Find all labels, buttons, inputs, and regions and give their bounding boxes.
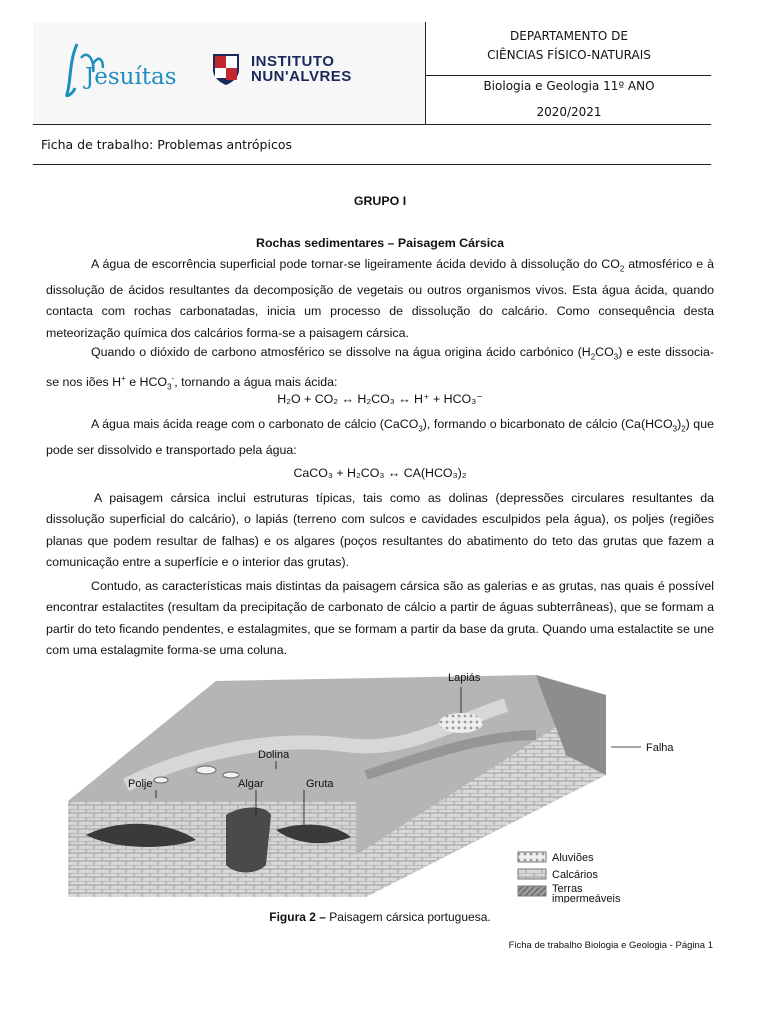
paragraph-3: A água mais ácida reage com o carbonato de cálcio (CaCO$_3$), formando o bicarbonato de cálcio $(Ca(HCO_3)_2)$ que pode ser dissolvido e transportado pela água: xyxy=(46,417,714,457)
department-line1: DEPARTAMENTO DE xyxy=(510,29,628,43)
algar-shaft xyxy=(226,808,271,873)
lapias-area xyxy=(439,713,483,733)
header xyxy=(33,22,711,125)
figure-caption-text: Paisagem cársica portuguesa. xyxy=(325,910,491,924)
paragraph-2: Quando o dióxido de carbono atmosférico se dissolve na água origina ácido carbónico $(H_2CO_3)$ e este dissocia-se nos iões H+ e $HCO_3^-$, tornando a água mais ácida: xyxy=(46,345,715,392)
group-heading: GRUPO I xyxy=(353,194,407,208)
instituto-logo xyxy=(211,52,381,92)
label-gruta: Gruta xyxy=(306,778,334,790)
paragraph-5: Contudo, as características mais distintas da paisagem cársica são as galerias e as grutas, nas quais é possível encontrar estalactites (resultam da precipitação de carbonato de cálcio a partir de águas subterrâneas), que se formam a partir do teto ficando pendentes, e estalagmites, que se formam a partir da base da gruta. Quando uma estalactite se une com uma estalagmite forma-se uma coluna. xyxy=(46,579,714,658)
jesuitas-logo xyxy=(63,34,183,104)
page-footer: Ficha de trabalho Biologia e Geologia - Página 1 xyxy=(508,940,713,951)
legend-terras-2: impermeáveis xyxy=(552,893,621,903)
jesuitas-logo-text: Jesuítas xyxy=(85,64,177,90)
legend-swatch-terras xyxy=(518,886,546,896)
legend-swatch-calcarios xyxy=(518,869,546,879)
label-polje: Polje xyxy=(128,778,153,790)
label-falha: Falha xyxy=(646,742,674,754)
label-lapias: Lapiás xyxy=(448,672,481,684)
header-divider-bottom xyxy=(33,124,711,125)
worksheet-title: Ficha de trabalho: Problemas antrópicos xyxy=(41,137,292,152)
legend-aluvioes: Aluviões xyxy=(552,852,594,864)
header-divider-h1 xyxy=(425,75,711,76)
label-dolina: Dolina xyxy=(258,749,290,761)
legend-calcarios: Calcários xyxy=(552,869,598,881)
figure-caption-label: Figura 2 – xyxy=(269,910,326,924)
shield-icon xyxy=(211,52,241,86)
instituto-logo-line2: NUN'ALVRES xyxy=(251,68,352,85)
label-algar: Algar xyxy=(238,778,264,790)
department-line2: CIÊNCIAS FÍSICO-NATURAIS xyxy=(487,48,651,62)
legend-terras-1: Terras xyxy=(552,883,583,895)
worksheet-title-rule xyxy=(33,164,711,165)
paragraph-4: A paisagem cársica inclui estruturas típicas, tais como as dolinas (depressões circulares resultantes da dissolução superficial do calcário), o lapiás (terreno com sulcos e cavidades esculpidos pela água), os poljes (regiões planas que podem resultar de falhas) e os algares (poços resultantes do abatimento do teto das grutas que fazem a comunicação entre a superfície e o interior das grutas). xyxy=(46,491,714,570)
instituto-logo-line1: INSTITUTO xyxy=(251,53,335,70)
subject-line: Biologia e Geologia 11º ANO xyxy=(483,79,655,93)
legend-swatch-aluvioes xyxy=(518,852,546,862)
karst-block-diagram xyxy=(66,665,706,903)
school-year: 2020/2021 xyxy=(536,105,602,119)
equation-2: CaCO₃ + H₂CO₃ ↔ CA(HCO₃)₂ xyxy=(293,466,467,480)
section-title: Rochas sedimentares – Paisagem Cársica xyxy=(256,236,504,250)
paragraph-1: A água de escorrência superficial pode tornar-se ligeiramente ácida devido à dissolução do $CO_2$ atmosférico e à dissolução de ácidos resultantes da decomposição de vegetais ou outros organismos vivos. Esta água ácida, quando contacta com rochas carbonatadas, inicia um processo de dissolução do calcário. Como consequência desta meteorização química dos calcários forma-se a paisagem cársica. xyxy=(46,257,715,340)
figure-caption xyxy=(46,910,714,924)
karst-figure xyxy=(66,665,706,903)
equation-1: H₂O + CO₂ ↔ H₂CO₃ ↔ H⁺ + HCO₃⁻ xyxy=(277,392,483,406)
